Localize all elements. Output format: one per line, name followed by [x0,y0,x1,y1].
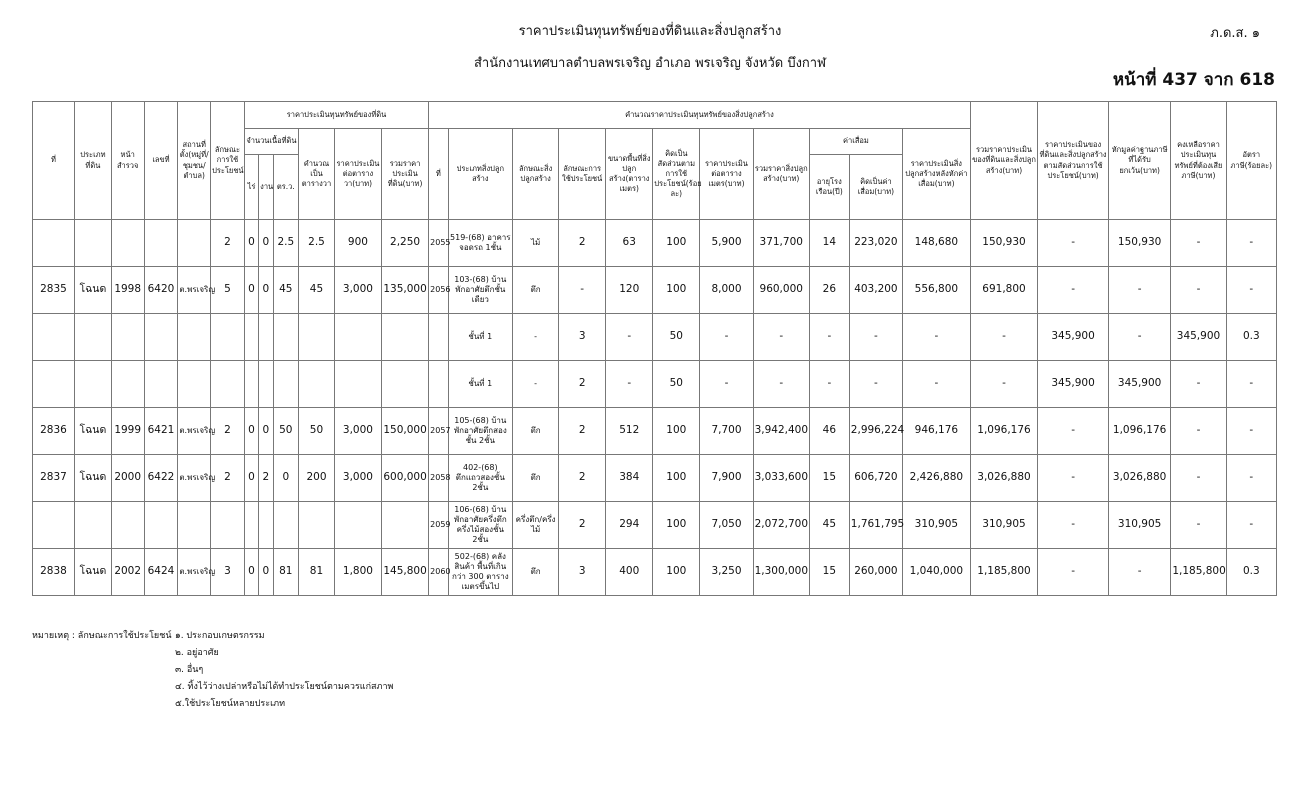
cell-btot: - [753,314,809,361]
cell-use [211,502,245,549]
note-item: ๑. ประกอบเกษตรกรรม [175,631,265,641]
cell-btot: - [753,361,809,408]
cell-wa [273,361,299,408]
cell-wa: 2.5 [273,220,299,267]
cell-loc: ต.พรเจริญ [178,549,211,596]
cell-loc: ต.พรเจริญ [178,408,211,455]
cell-bnat: ไม้ [513,220,559,267]
cell-age: 45 [809,502,849,549]
cell-remain: - [1171,455,1226,502]
col-depreciation: คิดเป็นค่าเสื่อม(บาท) [849,155,902,220]
cell-page [111,361,144,408]
cell-age: 15 [809,549,849,596]
cell-ngan: 2 [259,455,273,502]
col-building-usage: ลักษณะการใช้ประโยชน์ [559,129,606,220]
cell-bnat: ตึก [513,455,559,502]
cell-exempt: 1,096,176 [1108,408,1170,455]
col-ngan: งาน [259,155,273,220]
cell-bno [429,361,448,408]
cell-grand: - [970,361,1038,408]
cell-page: 2002 [111,549,144,596]
cell-bprice: 3,250 [700,549,753,596]
cell-after: - [903,361,971,408]
col-building-area: ขนาดพื้นที่สิ่งปลูกสร้าง(ตารางเมตร) [606,129,653,220]
cell-after: 556,800 [903,267,971,314]
cell-after: 946,176 [903,408,971,455]
cell-btype: ชั้นที่ 1 [448,314,512,361]
cell-exempt: - [1108,314,1170,361]
cell-btype: 402-(68) ตึกแถวสองชั้น 2ชั้น [448,455,512,502]
cell-remain: - [1171,408,1226,455]
col-no: ที่ [33,102,75,220]
col-building-price: ราคาประเมินต่อตารางเมตร(บาท) [700,129,753,220]
cell-age: 14 [809,220,849,267]
cell-prop: - [1038,549,1109,596]
col-usage: ลักษณะการใช้ประโยชน์ [211,102,245,220]
cell-use: 2 [211,455,245,502]
group-land: ราคาประเมินทุนทรัพย์ของที่ดิน [244,102,428,129]
table-row [33,361,1277,408]
cell-ppw: 3,000 [334,455,381,502]
cell-bno: 2056 [429,267,448,314]
cell-ltot [381,502,428,549]
group-land-area: จำนวนเนื้อที่ดิน [244,129,298,155]
cell-ltot [381,361,428,408]
cell-dep: 1,761,795 [849,502,902,549]
cell-bpct: 100 [653,502,700,549]
cell-use [211,361,245,408]
cell-ngan: 0 [259,408,273,455]
cell-loc: ต.พรเจริญ [178,455,211,502]
cell-grand: 310,905 [970,502,1038,549]
cell-bnat: - [513,361,559,408]
cell-ppw [334,361,381,408]
cell-barea: 384 [606,455,653,502]
cell-wa: 45 [273,267,299,314]
group-building: คำนวณราคาประเมินทุนทรัพย์ของสิ่งปลูกสร้าง [429,102,971,129]
col-building-nature: ลักษณะสิ่งปลูกสร้าง [513,129,559,220]
cell-bno [429,314,448,361]
cell-sqwa [299,314,335,361]
cell-barea: 63 [606,220,653,267]
cell-use [211,314,245,361]
cell-no [33,361,75,408]
cell-rai: 0 [244,220,258,267]
cell-loc: ต.พรเจริญ [178,267,211,314]
cell-btype: ชั้นที่ 1 [448,361,512,408]
cell-rai [244,314,258,361]
cell-remain: - [1171,267,1226,314]
cell-page: 2000 [111,455,144,502]
cell-after: 310,905 [903,502,971,549]
cell-ppw: 1,800 [334,549,381,596]
cell-barea: 120 [606,267,653,314]
cell-sqwa: 2.5 [299,220,335,267]
col-proportional: ราคาประเมินของที่ดินและสิ่งปลูกสร้างตามสัดส่วนการใช้ประโยชน์(บาท) [1038,102,1109,220]
cell-dep: 260,000 [849,549,902,596]
col-building-percent: คิดเป็นสัดส่วนตามการใช้ประโยชน์(ร้อยละ) [653,129,700,220]
cell-ppw [334,502,381,549]
cell-exempt: - [1108,549,1170,596]
col-building-total: รวมราคาสิ่งปลูกสร้าง(บาท) [753,129,809,220]
cell-exempt: 310,905 [1108,502,1170,549]
cell-rai [244,502,258,549]
cell-wa: 81 [273,549,299,596]
col-land-total: รวมราคาประเมินที่ดิน(บาท) [381,129,428,220]
notes [32,628,393,713]
group-depreciation: ค่าเสื่อม [809,129,902,155]
cell-ngan [259,361,273,408]
cell-loc [178,361,211,408]
cell-ltot [381,314,428,361]
cell-prop: - [1038,502,1109,549]
cell-remain: - [1171,502,1226,549]
cell-grand: 3,026,880 [970,455,1038,502]
cell-barea: 400 [606,549,653,596]
cell-bnat: ตึก [513,408,559,455]
cell-barea: - [606,361,653,408]
cell-bprice: 7,900 [700,455,753,502]
cell-rate: - [1226,408,1276,455]
cell-buse: - [559,267,606,314]
col-wa: ตร.ว. [273,155,299,220]
cell-sqwa: 50 [299,408,335,455]
cell-btype: 106-(68) บ้านพักอาศัยครึ่งตึกครึ่งไม้สองชั้น 2ชั้น [448,502,512,549]
col-deed-type: ประเภทที่ดิน [74,102,111,220]
table-row [33,455,1277,502]
cell-ppw: 900 [334,220,381,267]
cell-dep: 223,020 [849,220,902,267]
cell-bpct: 100 [653,549,700,596]
cell-btot: 2,072,700 [753,502,809,549]
col-price-per-wa: ราคาประเมินต่อตารางวา(บาท) [334,129,381,220]
cell-bprice: 5,900 [700,220,753,267]
cell-bno: 2055 [429,220,448,267]
cell-btype: 519-(68) อาคารจอดรถ 1ชั้น [448,220,512,267]
table-body [33,220,1277,596]
col-location: สถานที่ตั้ง(หมู่ที่/ชุมชน/ตำบล) [178,102,211,220]
cell-bnat: ตึก [513,267,559,314]
cell-bnat: ครึ่งตึก/ครึ่งไม้ [513,502,559,549]
cell-exempt: 150,930 [1108,220,1170,267]
cell-bprice: 8,000 [700,267,753,314]
cell-sqwa [299,361,335,408]
table-row [33,408,1277,455]
col-building-no: ที่ [429,129,448,220]
cell-ngan: 0 [259,549,273,596]
cell-deed: โฉนด [74,455,111,502]
cell-sqwa [299,502,335,549]
col-survey-page: หน้าสำรวจ [111,102,144,220]
table-row [33,549,1277,596]
document-subtitle: สำนักงานเทศบาลตำบลพรเจริญ อำเภอ พรเจริญ จังหวัด บึงกาฬ [473,56,826,71]
cell-rate: - [1226,455,1276,502]
col-sq-wa: คำนวณเป็นตารางวา [299,129,335,220]
cell-no: 2835 [33,267,75,314]
cell-exempt: - [1108,267,1170,314]
cell-prop: 345,900 [1038,361,1109,408]
cell-prop: - [1038,408,1109,455]
col-remaining: คงเหลือราคาประเมินทุนทรัพย์ที่ต้องเสียภาษี(บาท) [1171,102,1226,220]
cell-no: 2836 [33,408,75,455]
cell-prop: - [1038,455,1109,502]
cell-loc [178,314,211,361]
cell-ngan [259,314,273,361]
cell-no [33,314,75,361]
cell-remain: - [1171,361,1226,408]
cell-rai: 0 [244,455,258,502]
cell-bpct: 100 [653,220,700,267]
col-exempt: หักมูลค่าฐานภาษีที่ได้รับยกเว้น(บาท) [1108,102,1170,220]
cell-no [33,220,75,267]
cell-rate: - [1226,361,1276,408]
cell-prop: 345,900 [1038,314,1109,361]
col-number: เลขที่ [144,102,178,220]
cell-age: - [809,314,849,361]
cell-sqwa: 81 [299,549,335,596]
cell-grand: 691,800 [970,267,1038,314]
cell-bno: 2060 [429,549,448,596]
cell-btot: 3,033,600 [753,455,809,502]
cell-sqwa: 200 [299,455,335,502]
cell-rai: 0 [244,267,258,314]
cell-remain: - [1171,220,1226,267]
cell-wa [273,502,299,549]
cell-rai: 0 [244,549,258,596]
cell-rai [244,361,258,408]
cell-ppw: 3,000 [334,408,381,455]
cell-no: 2837 [33,455,75,502]
cell-prop: - [1038,220,1109,267]
cell-btype: 502-(68) คลังสินค้า พื้นที่เกินกว่า 300 ตารางเมตรขึ้นไป [448,549,512,596]
cell-rai: 0 [244,408,258,455]
cell-ppw [334,314,381,361]
cell-dep: 2,996,224 [849,408,902,455]
col-grand-total: รวมราคาประเมินของที่ดินและสิ่งปลูกสร้าง(บาท) [970,102,1038,220]
cell-ltot: 150,000 [381,408,428,455]
cell-bpct: 100 [653,408,700,455]
cell-dep: 606,720 [849,455,902,502]
cell-deed: โฉนด [74,267,111,314]
cell-bno: 2059 [429,502,448,549]
cell-grand: 1,096,176 [970,408,1038,455]
table-row [33,220,1277,267]
cell-bnat: ตึก [513,549,559,596]
cell-age: 46 [809,408,849,455]
cell-no: 2838 [33,549,75,596]
page-number: หน้าที่ 437 จาก 618 [1112,70,1275,90]
cell-barea: 512 [606,408,653,455]
cell-dep: 403,200 [849,267,902,314]
table-row [33,267,1277,314]
cell-num [144,502,178,549]
cell-barea: 294 [606,502,653,549]
cell-no [33,502,75,549]
cell-num: 6420 [144,267,178,314]
cell-wa [273,314,299,361]
cell-loc [178,502,211,549]
cell-deed [74,361,111,408]
cell-ngan [259,502,273,549]
cell-remain: 345,900 [1171,314,1226,361]
cell-btot: 3,942,400 [753,408,809,455]
cell-rate: 0.3 [1226,549,1276,596]
cell-buse: 3 [559,314,606,361]
cell-grand: 1,185,800 [970,549,1038,596]
cell-deed [74,220,111,267]
cell-age: 15 [809,455,849,502]
cell-grand: 150,930 [970,220,1038,267]
cell-num [144,361,178,408]
cell-bnat: - [513,314,559,361]
cell-prop: - [1038,267,1109,314]
cell-btype: 103-(68) บ้านพักอาศัยตึกชั้นเดียว [448,267,512,314]
cell-dep: - [849,314,902,361]
cell-bno: 2057 [429,408,448,455]
cell-btot: 371,700 [753,220,809,267]
col-building-type: ประเภทสิ่งปลูกสร้าง [448,129,512,220]
cell-bprice: 7,700 [700,408,753,455]
note-item: ๒. อยู่อาศัย [175,648,219,658]
cell-buse: 2 [559,408,606,455]
document-title: ราคาประเมินทุนทรัพย์ของที่ดินและสิ่งปลูกสร้าง [518,24,782,39]
cell-page: 1999 [111,408,144,455]
col-rai: ไร่ [244,155,258,220]
cell-bprice: 7,050 [700,502,753,549]
cell-bpct: 50 [653,314,700,361]
cell-remain: 1,185,800 [1171,549,1226,596]
note-item: ๕.ใช้ประโยชน์หลายประเภท [175,699,286,709]
cell-buse: 3 [559,549,606,596]
cell-page: 1998 [111,267,144,314]
cell-bpct: 100 [653,267,700,314]
cell-exempt: 3,026,880 [1108,455,1170,502]
cell-barea: - [606,314,653,361]
cell-grand: - [970,314,1038,361]
assessment-table [32,101,1277,596]
cell-buse: 2 [559,455,606,502]
cell-num: 6421 [144,408,178,455]
cell-rate: - [1226,267,1276,314]
cell-rate: - [1226,220,1276,267]
table-row [33,314,1277,361]
cell-num [144,220,178,267]
cell-deed: โฉนด [74,408,111,455]
cell-bprice: - [700,361,753,408]
cell-deed [74,314,111,361]
cell-btot: 960,000 [753,267,809,314]
cell-buse: 2 [559,361,606,408]
cell-after: 148,680 [903,220,971,267]
cell-ppw: 3,000 [334,267,381,314]
cell-buse: 2 [559,502,606,549]
cell-loc [178,220,211,267]
cell-ltot: 2,250 [381,220,428,267]
notes-label: หมายเหตุ : ลักษณะการใช้ประโยชน์ [32,631,172,641]
cell-page [111,502,144,549]
cell-use: 3 [211,549,245,596]
table-row [33,502,1277,549]
cell-btype: 105-(68) บ้านพักอาศัยตึกสองชั้น 2ชั้น [448,408,512,455]
cell-after: 1,040,000 [903,549,971,596]
cell-page [111,220,144,267]
form-code: ภ.ด.ส. ๑ [1210,26,1260,41]
cell-ltot: 135,000 [381,267,428,314]
cell-exempt: 345,900 [1108,361,1170,408]
cell-rate: - [1226,502,1276,549]
cell-wa: 0 [273,455,299,502]
cell-num: 6424 [144,549,178,596]
cell-dep: - [849,361,902,408]
cell-use: 5 [211,267,245,314]
cell-after: 2,426,880 [903,455,971,502]
col-after-depreciation: ราคาประเมินสิ่งปลูกสร้างหลังหักค่าเสื่อม(บาท) [903,129,971,220]
cell-after: - [903,314,971,361]
cell-btot: 1,300,000 [753,549,809,596]
cell-wa: 50 [273,408,299,455]
col-tax-rate: อัตราภาษี(ร้อยละ) [1226,102,1276,220]
cell-bpct: 50 [653,361,700,408]
cell-num [144,314,178,361]
cell-bprice: - [700,314,753,361]
cell-ngan: 0 [259,267,273,314]
cell-bno: 2058 [429,455,448,502]
cell-sqwa: 45 [299,267,335,314]
cell-rate: 0.3 [1226,314,1276,361]
cell-use: 2 [211,220,245,267]
cell-use: 2 [211,408,245,455]
cell-deed [74,502,111,549]
cell-bpct: 100 [653,455,700,502]
cell-age: 26 [809,267,849,314]
note-item: ๓. อื่นๆ [175,665,204,675]
cell-ltot: 145,800 [381,549,428,596]
col-age: อายุโรงเรือน(ปี) [809,155,849,220]
cell-num: 6422 [144,455,178,502]
cell-buse: 2 [559,220,606,267]
cell-deed: โฉนด [74,549,111,596]
note-item: ๔. ทิ้งไว้ว่างเปล่าหรือไม่ได้ทำประโยชน์ตามควรแก่สภาพ [175,682,394,692]
cell-ltot: 600,000 [381,455,428,502]
cell-ngan: 0 [259,220,273,267]
cell-age: - [809,361,849,408]
cell-page [111,314,144,361]
